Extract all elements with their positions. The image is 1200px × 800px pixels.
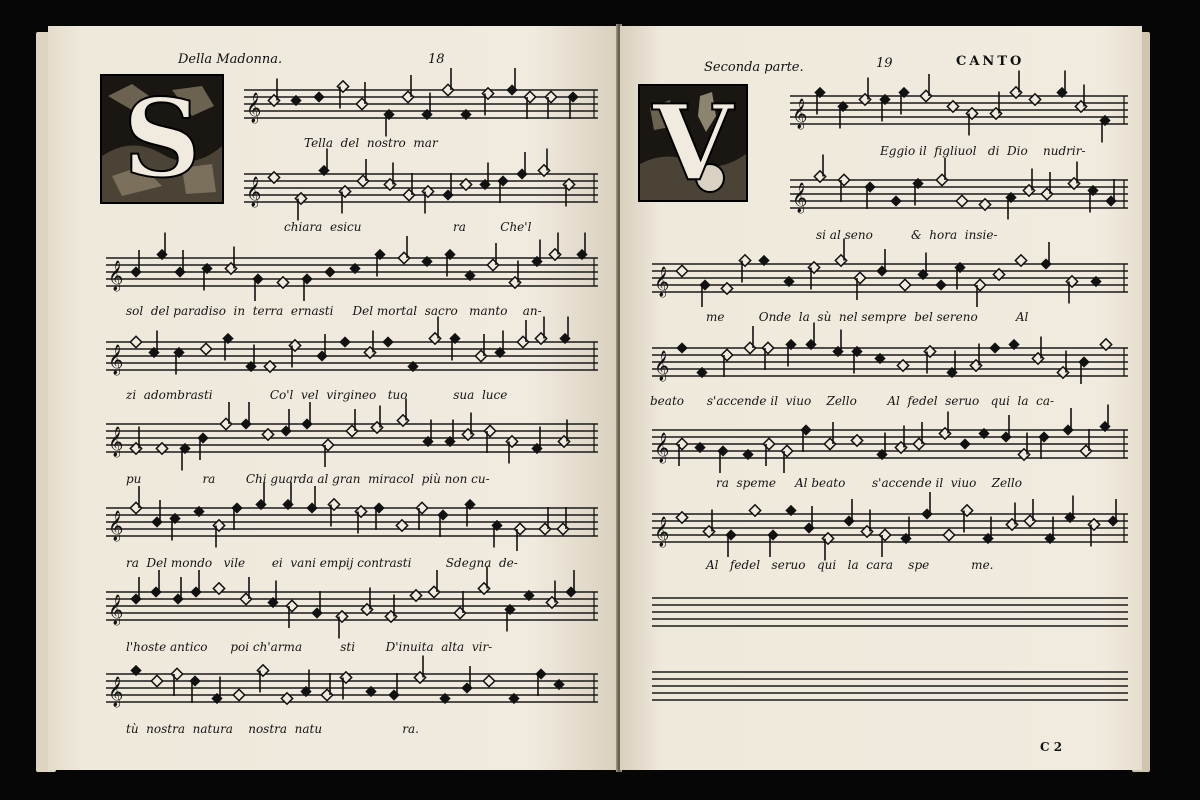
clef-icon: 𝄞 (108, 677, 124, 707)
note-icon (1041, 172, 1052, 200)
note-icon (1107, 499, 1118, 527)
note-icon (676, 438, 687, 466)
note-icon (917, 253, 928, 281)
note-icon (514, 523, 525, 551)
note-icon (859, 78, 870, 106)
left-page (48, 26, 618, 770)
note-icon (364, 331, 375, 359)
lyric-line: sol del paradiso in terra ernasti Del mortal sacro manto an- (126, 304, 542, 318)
note-icon (478, 567, 489, 595)
note-icon (172, 577, 183, 605)
note-icon (428, 570, 439, 598)
note-icon (762, 342, 773, 370)
note-icon (150, 570, 161, 598)
note-icon (539, 507, 550, 535)
clef-icon: 𝄞 (654, 267, 670, 297)
lyric-line: Tella del nostro mar (304, 136, 438, 150)
note-icon (301, 402, 312, 430)
lyric-line: Eggio il figliuol di Dio nudrir- (880, 144, 1086, 158)
clef-icon: 𝄞 (108, 345, 124, 375)
note-icon (497, 175, 508, 203)
note-icon (890, 195, 901, 206)
note-icon (462, 413, 473, 441)
note-icon (531, 240, 542, 268)
note-icon (130, 250, 141, 278)
note-icon (1005, 192, 1016, 220)
note-icon (545, 91, 556, 119)
music-staff (106, 483, 598, 552)
note-icon (822, 533, 833, 561)
note-icon (538, 149, 549, 177)
clef-icon: 𝄞 (108, 427, 124, 457)
note-icon (388, 673, 399, 701)
note-icon (504, 604, 515, 632)
note-icon (398, 236, 409, 264)
note-icon (843, 499, 854, 527)
note-icon (282, 483, 293, 511)
note-icon (442, 68, 453, 96)
note-icon (255, 483, 266, 511)
left-page-number: 18 (428, 52, 445, 67)
note-icon (414, 656, 425, 684)
note-icon (484, 425, 495, 453)
lyric-line: chiara esicu ra Che'l (284, 220, 532, 234)
note-icon (321, 673, 332, 701)
note-icon (382, 336, 393, 347)
note-icon (240, 577, 251, 605)
note-icon (559, 317, 570, 345)
lyric-line: zi adombrasti Co'l vel virgineo tuo sua luce (126, 388, 508, 402)
note-icon (130, 577, 141, 605)
note-icon (899, 279, 910, 290)
music-staff (652, 598, 1128, 626)
right-page-number: 19 (876, 56, 893, 71)
note-icon (252, 273, 263, 301)
note-icon (1068, 162, 1079, 190)
note-icon (824, 422, 835, 450)
note-icon (864, 181, 875, 209)
note-icon (805, 323, 816, 351)
note-icon (454, 591, 465, 619)
note-icon (1099, 115, 1110, 143)
note-icon (171, 668, 182, 696)
right-page (620, 26, 1142, 770)
music-staff (652, 492, 1128, 561)
note-icon (268, 79, 279, 107)
note-icon (189, 675, 200, 703)
note-icon (383, 109, 394, 137)
note-icon (1075, 85, 1086, 113)
left-running-title: Della Madonna. (178, 52, 283, 67)
note-icon (1066, 276, 1077, 304)
music-staff (106, 656, 598, 709)
lyric-line: ra Del mondo vile ei vani empij contrasti Sdegna de- (126, 556, 518, 570)
note-icon (835, 239, 846, 267)
note-icon (699, 279, 710, 307)
clef-icon: 𝄞 (246, 177, 262, 207)
note-icon (148, 331, 159, 359)
note-icon (974, 279, 985, 307)
note-icon (936, 158, 947, 186)
note-icon (324, 266, 335, 277)
note-icon (397, 399, 408, 427)
note-icon (1080, 429, 1091, 457)
note-icon (1006, 503, 1017, 531)
clef-icon: 𝄞 (108, 511, 124, 541)
clef-icon: 𝄞 (792, 183, 808, 213)
initial-letter: V (652, 81, 734, 204)
note-icon (1105, 179, 1116, 207)
note-icon (318, 149, 329, 177)
note-icon (767, 529, 778, 557)
note-icon (854, 272, 865, 300)
note-icon (989, 342, 1000, 353)
clef-icon: 𝄞 (246, 93, 262, 123)
note-icon (935, 279, 946, 290)
note-icon (316, 334, 327, 362)
note-icon (524, 91, 535, 119)
note-icon (920, 74, 931, 102)
lyric-line: pu ra Chi guarda al gran miracol più non cu- (126, 472, 490, 486)
lyric-line: ra speme Al beato s'accende il viuo Zello (716, 476, 1022, 490)
note-icon (838, 174, 849, 202)
music-staff (652, 239, 1128, 308)
lyric-line: si al seno & hora insie- (816, 228, 998, 242)
note-icon (1078, 356, 1089, 384)
note-icon (336, 611, 347, 639)
note-icon (479, 163, 490, 191)
music-staff (790, 71, 1128, 143)
note-icon (676, 265, 687, 276)
note-icon (231, 502, 242, 530)
note-icon (876, 249, 887, 277)
note-icon (213, 520, 224, 548)
note-icon (429, 317, 440, 345)
note-icon (1056, 71, 1067, 99)
note-icon (832, 330, 843, 358)
note-icon (814, 155, 825, 183)
lyric-line: beato s'accende il viuo Zello Al fedel seruo qui la ca- (650, 394, 1055, 408)
music-staff (652, 323, 1128, 385)
music-staff (244, 68, 598, 137)
note-icon (943, 529, 954, 540)
note-icon (487, 243, 498, 271)
note-icon (546, 581, 557, 609)
note-icon (744, 326, 755, 354)
note-icon (956, 195, 967, 206)
note-icon (803, 506, 814, 534)
note-icon (403, 173, 414, 201)
note-icon (174, 250, 185, 278)
note-icon (676, 342, 687, 353)
music-staff (106, 317, 598, 377)
note-icon (565, 570, 576, 598)
note-icon (1032, 337, 1043, 365)
note-icon (483, 675, 494, 686)
note-icon (301, 273, 312, 301)
note-icon (966, 108, 977, 136)
note-icon (286, 600, 297, 628)
note-icon (233, 689, 244, 700)
note-icon (151, 675, 162, 686)
note-icon (1040, 242, 1051, 270)
note-icon (516, 152, 527, 180)
right-running-title: Seconda parte. (704, 60, 804, 75)
clef-icon: 𝄞 (108, 261, 124, 291)
note-icon (549, 233, 560, 261)
note-icon (130, 336, 141, 347)
note-icon (179, 443, 190, 471)
note-icon (339, 186, 350, 214)
note-icon (1024, 499, 1035, 527)
note-icon (879, 529, 890, 557)
note-icon (1062, 408, 1073, 436)
note-icon (763, 438, 774, 466)
note-icon (322, 439, 333, 467)
music-staff (106, 233, 598, 302)
note-icon (156, 233, 167, 261)
voice-part-label: CANTO (956, 54, 1025, 69)
note-icon (475, 334, 486, 362)
note-icon (442, 173, 453, 201)
note-icon (416, 502, 427, 530)
music-staff (106, 567, 598, 639)
note-icon (781, 445, 792, 473)
note-icon (311, 591, 322, 619)
music-staff (652, 405, 1128, 474)
music-staff (106, 399, 598, 471)
note-icon (200, 343, 211, 354)
note-icon (939, 412, 950, 440)
lyric-line: l'hoste antico poi ch'arma sti D'inuita alta vir- (126, 640, 493, 654)
open-book (28, 18, 1158, 778)
note-icon (357, 159, 368, 187)
note-icon (295, 193, 306, 221)
note-icon (1010, 71, 1021, 99)
note-icon (717, 445, 728, 473)
note-icon (535, 668, 546, 696)
note-icon (437, 509, 448, 537)
note-icon (913, 422, 924, 450)
note-icon (280, 409, 291, 437)
note-icon (384, 163, 395, 191)
note-icon (491, 520, 502, 548)
note-icon (461, 666, 472, 694)
initial-letter: S (123, 76, 201, 202)
note-icon (356, 82, 367, 110)
lyric-line: Al fedel seruo qui la cara spe me. (706, 558, 994, 572)
lyric-line: me Onde la sù nel sempre bel sereno Al (706, 310, 1029, 324)
note-icon (517, 320, 528, 348)
note-icon (371, 406, 382, 434)
note-icon (151, 500, 162, 528)
clef-icon: 𝄞 (654, 351, 670, 381)
note-icon (725, 529, 736, 557)
note-icon (921, 492, 932, 520)
note-icon (339, 336, 350, 347)
lyric-line: tù nostra natura nostra natu ra. (126, 722, 419, 736)
note-icon (1099, 405, 1110, 433)
note-icon (346, 409, 357, 437)
music-staff (244, 149, 598, 221)
note-icon (506, 436, 517, 464)
music-staff (652, 672, 1128, 700)
note-icon (557, 507, 568, 535)
note-icon (402, 75, 413, 103)
note-icon (130, 486, 141, 514)
note-icon (1064, 496, 1075, 524)
clef-icon: 𝄞 (654, 517, 670, 547)
signature-mark: C 2 (1040, 740, 1063, 754)
note-icon (190, 570, 201, 598)
note-icon (576, 233, 587, 261)
note-icon (800, 424, 811, 452)
note-icon (1023, 169, 1034, 197)
note-icon (267, 581, 278, 609)
note-icon (535, 317, 546, 345)
note-icon (506, 68, 517, 96)
music-staff (790, 155, 1128, 220)
note-icon (422, 186, 433, 214)
note-icon (567, 91, 578, 119)
note-icon (225, 247, 236, 275)
note-icon (313, 91, 324, 102)
note-icon (959, 438, 970, 449)
note-icon (240, 402, 251, 430)
note-icon (306, 486, 317, 514)
note-icon (494, 331, 505, 359)
note-icon (373, 502, 384, 530)
note-icon (1038, 431, 1049, 459)
clef-icon: 𝄞 (108, 595, 124, 625)
clef-icon: 𝄞 (654, 433, 670, 463)
note-icon (721, 349, 732, 377)
note-icon (197, 432, 208, 460)
clef-icon: 𝄞 (792, 99, 808, 129)
note-icon (1000, 415, 1011, 443)
note-icon (220, 402, 231, 430)
